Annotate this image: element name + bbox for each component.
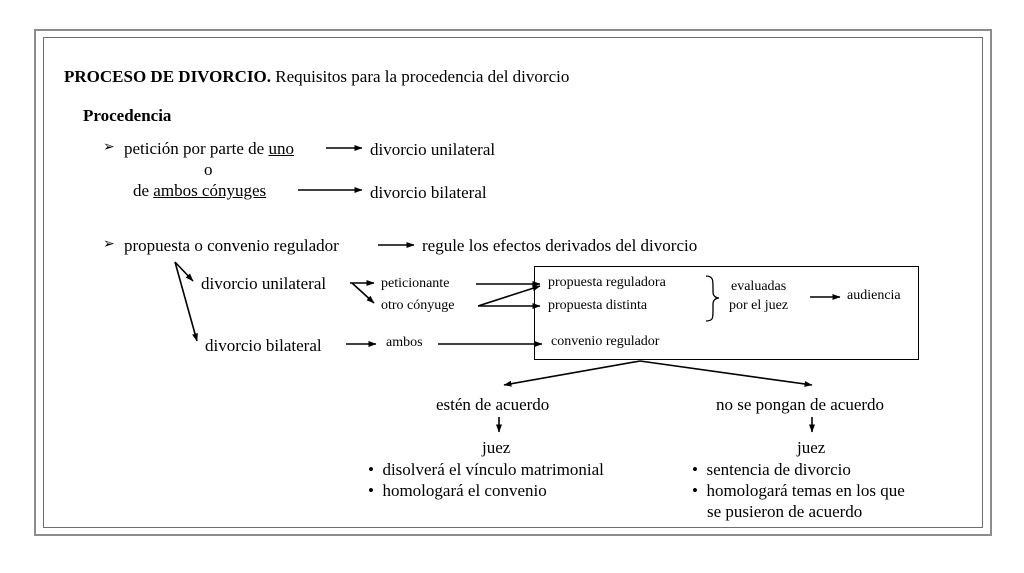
juez-desacuerdo: juez [797,438,826,457]
outcome-desacuerdo: no se pongan de acuerdo [716,395,885,414]
title-rest: Requisitos para la procedencia del divorcio [275,67,570,86]
bullet-dot: • [368,481,374,500]
title-bold: PROCESO DE DIVORCIO. [64,67,271,86]
propuesta-result: regule los efectos derivados del divorcio [422,236,698,255]
ambos-de: de [133,181,150,200]
conjunction-o: o [204,160,213,179]
peticion-prefix: petición por parte de [124,139,265,158]
bullet-dot: • [692,460,698,479]
ambos: ambos [386,335,423,350]
acuerdo-item-1-text: disolverá el vínculo matrimonial [382,460,604,479]
convenio-regulador: convenio regulador [551,334,660,349]
arrow-box-acuerdo [504,361,640,385]
arrow-box-desacuerdo [640,361,812,385]
result-unilateral: divorcio unilateral [370,140,496,159]
peticion-uno: uno [268,139,294,158]
propuesta-label: propuesta o convenio regulador [124,236,339,255]
por-el-juez: por el juez [729,298,789,313]
evaluadas: evaluadas [731,279,787,294]
bullet-arrow-1: ➢ [103,140,115,155]
peticionante: peticionante [381,276,450,291]
branch-unilateral: divorcio unilateral [201,274,327,293]
propuesta-distinta: propuesta distinta [548,298,648,313]
acuerdo-item-2-text: homologará el convenio [382,481,547,500]
bullet-arrow-2: ➢ [103,237,115,252]
outcome-acuerdo: estén de acuerdo [436,395,550,414]
section-heading: Procedencia [83,106,172,125]
branch-bilateral: divorcio bilateral [205,336,322,355]
bullet-dot: • [692,481,698,500]
juez-acuerdo: juez [482,438,511,457]
audiencia: audiencia [847,288,901,303]
ambos-conyuges: ambos cónyuges [153,181,267,200]
result-bilateral: divorcio bilateral [370,183,487,202]
otro-conyuge: otro cónyuge [381,298,455,313]
arrow-to-otro-conyuge [352,283,374,303]
propuesta-reguladora: propuesta reguladora [548,275,666,290]
curly-brace [706,276,719,321]
desacuerdo-item-3: se pusieron de acuerdo [707,502,863,521]
bullet-dot: • [368,460,374,479]
arrow-otro-reguladora [478,286,540,306]
desacuerdo-item-2-text: homologará temas en los que [706,481,905,500]
desacuerdo-item-1-text: sentencia de divorcio [706,460,851,479]
